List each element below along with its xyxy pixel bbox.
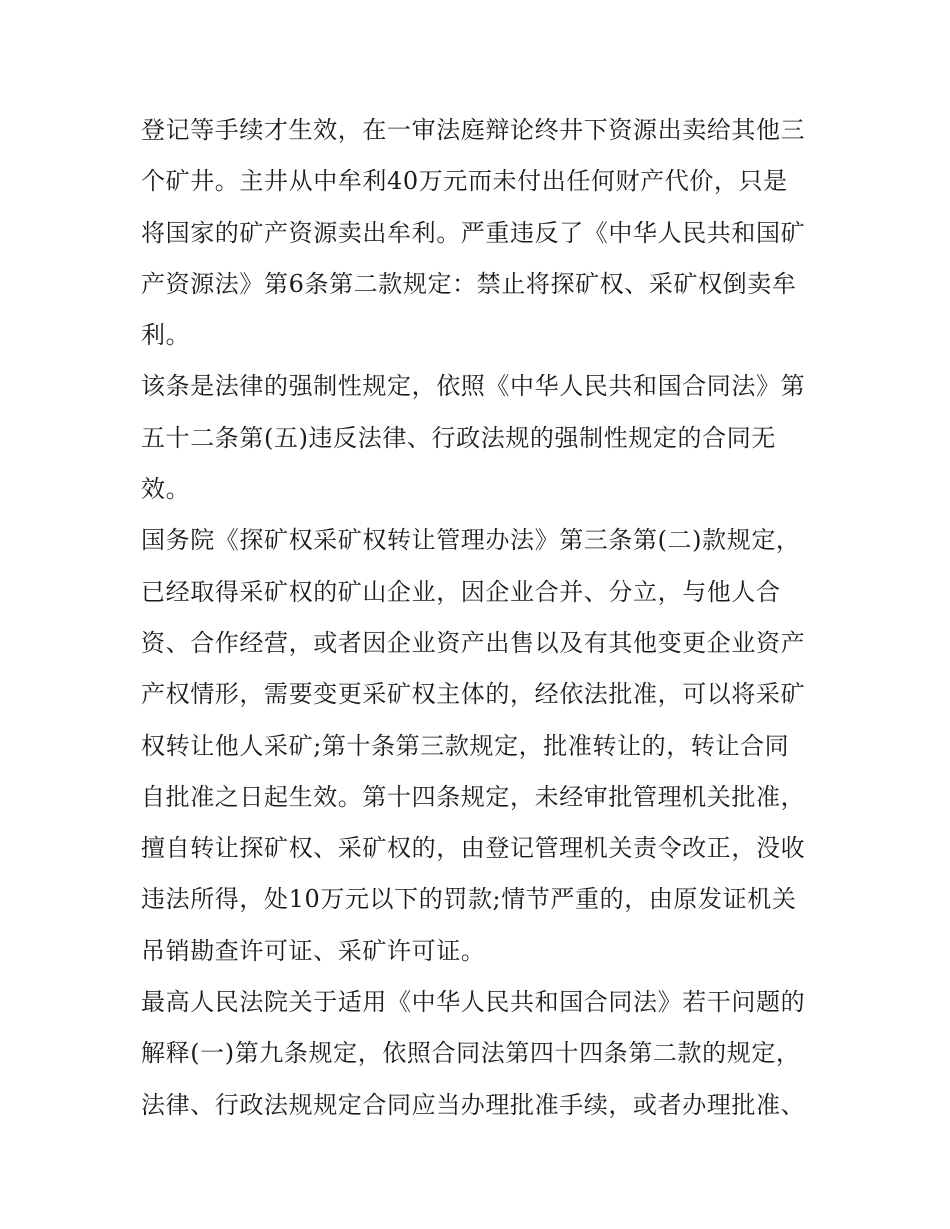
text-line: 已经取得采矿权的矿山企业，因企业合并、分立，与他人合 xyxy=(141,577,781,606)
text-line: 最高人民法院关于适用《中华人民共和国合同法》若干问题的 xyxy=(141,988,806,1017)
text-line: 吊销勘查许可证、采矿许可证。 xyxy=(141,936,486,965)
text-line: 资、合作经营，或者因企业资产出售以及有其他变更企业资产 xyxy=(141,628,806,657)
text-line: 五十二条第(五)违反法律、行政法规的强制性规定的合同无 xyxy=(141,423,776,452)
text-line: 法律、行政法规规定合同应当办理批准手续，或者办理批准、 xyxy=(141,1090,806,1119)
text-line: 产权情形，需要变更采矿权主体的，经依法批准，可以将采矿 xyxy=(141,680,806,709)
text-line: 利。 xyxy=(141,321,191,350)
document-body xyxy=(141,105,841,1131)
text-line: 个矿井。主井从中牟利40万元而未付出任何财产代价，只是 xyxy=(141,167,788,196)
text-line: 产资源法》第6条第二款规定：禁止将探矿权、采矿权倒卖牟 xyxy=(141,269,797,298)
text-line: 擅自转让探矿权、采矿权的，由登记管理机关责令改正，没收 xyxy=(141,834,806,863)
text-line: 该条是法律的强制性规定，依照《中华人民共和国合同法》第 xyxy=(141,372,806,401)
text-line: 自批准之日起生效。第十四条规定，未经审批管理机关批准， xyxy=(141,782,806,811)
text-line: 国务院《探矿权采矿权转让管理办法》第三条第(二)款规定， xyxy=(141,526,801,555)
text-line: 权转让他人采矿;第十条第三款规定，批准转让的，转让合同 xyxy=(141,731,790,760)
text-line: 将国家的矿产资源卖出牟利。严重违反了《中华人民共和国矿 xyxy=(141,218,806,247)
text-line: 登记等手续才生效，在一审法庭辩论终井下资源出卖给其他三 xyxy=(141,116,806,144)
text-line: 解释(一)第九条规定，依照合同法第四十四条第二款的规定， xyxy=(141,1039,801,1068)
text-line: 效。 xyxy=(141,475,191,504)
text-line: 违法所得，处10万元以下的罚款;情节严重的，由原发证机关 xyxy=(141,885,797,914)
